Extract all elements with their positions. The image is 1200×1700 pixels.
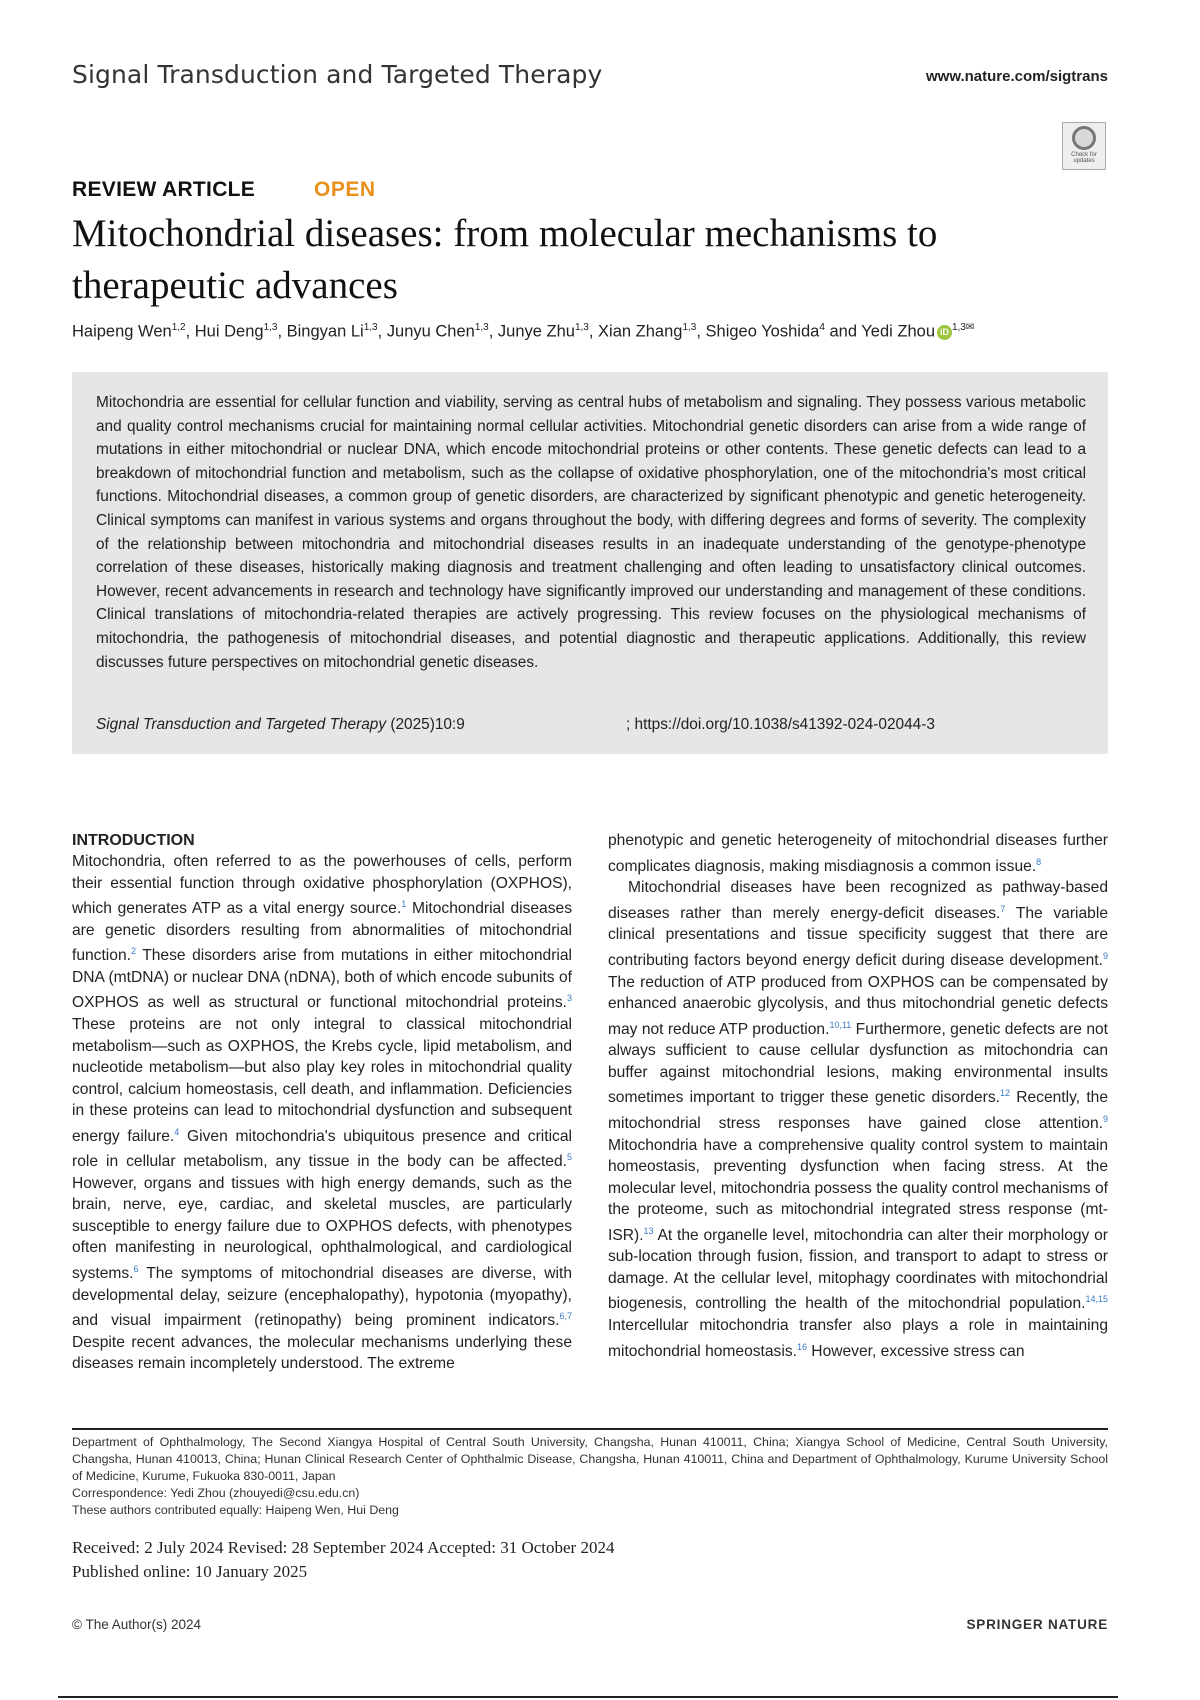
citation-ref[interactable]: 7 [1000,903,1006,914]
author-name[interactable]: Junye Zhu [497,322,575,341]
copyright-notice: © The Author(s) 2024 [72,1617,202,1632]
abstract-text: Mitochondria are essential for cellular function and viability, serving as central hubs of metabolism and signaling. They possess various metabolic and quality control mechanisms crucial for maintaining normal cellular activities. Mitochondrial genetic disorders can arise from a wide range of mutations in either mitochondrial or nuclear DNA, which encode mitochondrial proteins or other contents. These genetic defects can lead to a breakdown of mitochondrial function and metabolism, such as the collapse of oxidative phosphorylation, one of the mitochondria's most critical functions. Mitochondrial diseases, a common group of genetic disorders, are characterized by significant phenotypic and genetic heterogeneity. Clinical symptoms can manifest in various systems and organs throughout the body, with differing degrees and forms of severity. The complexity of the relationship between mitochondria and mitochondrial diseases results in an inadequate understanding of the genotype-phenotype correlation of these diseases, historically making diagnosis and treatment challenging and often leading to unsatisfactory clinical outcomes. However, recent advancements in research and technology have significantly improved our understanding and management of these conditions. Clinical translations of mitochondria-related therapies are actively progressing. This review focuses on the physiological mechanisms of mitochondria, the pathogenesis of mitochondrial diseases, and potential diagnostic and therapeutic applications. Additionally, this review discusses future perspectives on mitochondrial genetic diseases. [96,394,1086,671]
body-column-right [608,830,1108,1362]
citation-ref[interactable]: 5 [566,1152,572,1163]
article-type-label: REVIEW ARTICLE [72,178,256,201]
citation-ref[interactable]: 9 [1102,1113,1108,1124]
author-joiner: and [829,322,857,341]
open-access-label: OPEN [314,178,376,201]
page-bottom-rule [58,1696,1118,1698]
citation-ref[interactable]: 6,7 [559,1311,572,1322]
abstract-box [72,372,1108,754]
article-title: Mitochondrial diseases: from molecular mechanisms to therapeutic advances [72,212,938,307]
citation-journal: Signal Transduction and Targeted Therapy [96,716,387,733]
body-column-left [72,830,572,1375]
doi-link[interactable]: ; https://doi.org/10.1038/s41392-024-02044-3 [626,716,935,733]
author-affiliation: 1,2 [171,322,186,333]
author-affiliation: 1,3 [682,322,697,333]
equal-contribution-footnote: These authors contributed equally: Haipeng Wen, Hui Deng [72,1503,399,1517]
citation-ref[interactable]: 2 [130,946,136,957]
citation-ref[interactable]: 8 [1036,856,1042,867]
body-paragraph: Mitochondrial diseases have been recognized as pathway-based diseases rather than merely energy-deficit diseases.$^7$ The variable clinical presentations and tissue specificity suggest that there are contributing factors beyond energy deficit during disease development.$^9$ The reduction of ATP produced from OXPHOS can be compensated by enhanced anaerobic glycolysis, and thus mitochondrial genetic defects may not reduce ATP production.$^{10,11}$ Furthermore, genetic defects are not always sufficient to cause cellular dysfunction as mitochondria can buffer against mitochondrial lesions, making environmental insults sometimes important to trigger these genetic disorders.$^{12}$ Recently, the mitochondrial stress responses have gained close attention.$^9$ Mitochondria have a comprehensive quality control system to maintain homeostasis, preventing dysfunction when facing stress. At the molecular level, mitochondria possess the quality control mechanisms of the proteome, such as mitochondrial integrated stress response (mt-ISR).$^{13}$ At the organelle level, mitochondria can alter their morphology or sub-location through fusion, fission, and transport to adapt to stress or damage. At the cellular level, mitophagy coordinates with mitochondrial biogenesis, controlling the health of the mitochondrial population.$^{14,15}$ Intercellular mitochondria transfer also plays a role in maintaining mitochondrial homeostasis.$^{16}$ However, excessive stress can [608,879,1109,1360]
citation-ref[interactable]: 12 [999,1088,1010,1099]
citation-ref[interactable]: 16 [796,1341,807,1352]
footnotes [72,1434,1108,1519]
body-paragraph: phenotypic and genetic heterogeneity of mitochondrial diseases further complicates diagnosis, making misdiagnosis a common issue.$^8$ [608,832,1108,875]
correspondence-footnote: Correspondence: Yedi Zhou (zhouyedi@csu.edu.cn) [72,1486,360,1500]
citation-line [96,716,935,734]
author-affiliation: 1,3 [474,322,489,333]
journal-website-link[interactable]: www.nature.com/sigtrans [926,68,1108,85]
author-affiliation: 1,3 [263,322,278,333]
publication-dates [72,1536,614,1584]
check-updates-label: Check for updates [1071,152,1097,164]
citation-ref[interactable]: 6 [133,1263,139,1274]
author-affiliation: 1,3✉ [952,322,975,333]
check-for-updates-badge[interactable] [1062,122,1106,170]
citation-ref[interactable]: 10,11 [829,1019,852,1030]
orcid-icon[interactable]: iD [937,325,952,340]
author-affiliation: 1,3 [363,322,378,333]
author-name[interactable]: Yedi Zhou [861,322,935,341]
section-heading: INTRODUCTION [72,832,195,849]
publisher-logo: SPRINGER NATURE [966,1617,1108,1632]
published-online: Published online: 10 January 2025 [72,1562,308,1581]
author-list: Haipeng Wen$^{1,2}$, Hui Deng$^{1,3}$, Bingyan Li$^{1,3}$, Junyu Chen$^{1,3}$, Junye Zhu$^{1,3}$, Xian Zhang$^{1,3}$, Shigeo Yoshida$^4$ and Yedi Zhou iD $^{1,3✉}$ [72,322,975,341]
citation-ref[interactable]: 9 [1102,950,1108,961]
journal-name: Signal Transduction and Targeted Therapy [72,60,603,89]
author-name[interactable]: Bingyan Li [286,322,364,341]
received-revised-accepted: Received: 2 July 2024 Revised: 28 September 2024 Accepted: 31 October 2024 [72,1538,615,1557]
affiliations-footnote: Department of Ophthalmology, The Second Xiangya Hospital of Central South University, Changsha, Hunan 410011, China; Xiangya School of Medicine, Central South University, Changsha, Hunan 410013, China; Hunan Clinical Research Center of Ophthalmic Disease, Changsha, Hunan 410011, China and Department of Ophthalmology, Kurume University School of Medicine, Kurume, Fukuoka 830-0011, Japan [72,1435,1108,1483]
check-updates-icon [1072,126,1096,150]
author-affiliation: 1,3 [574,322,589,333]
citation-volume: (2025)10:9 [390,716,465,733]
footnote-divider [72,1428,1108,1430]
citation-ref[interactable]: 3 [566,993,572,1004]
citation-ref[interactable]: 1 [401,899,407,909]
citation-ref[interactable]: 13 [643,1225,654,1236]
author-name[interactable]: Junyu Chen [386,322,475,341]
body-paragraph: Mitochondria, often referred to as the powerhouses of cells, perform their essential function through oxidative phosphorylation (OXPHOS), which generates ATP as a vital energy source.$^1$ Mitochondrial diseases are genetic disorders resulting from abnormalities of mitochondrial function.$^2$ These disorders arise from mutations in either mitochondrial DNA (mtDNA) or nuclear DNA (nDNA), both of which encode subunits of OXPHOS as well as structural or functional mitochondrial proteins.$^3$ These proteins are not only integral to classical mitochondrial metabolism—such as OXPHOS, the Krebs cycle, lipid metabolism, and nucleotide metabolism—but also play key roles in mitochondrial quality control, calcium homeostasis, cell death, and inflammation. Deficiencies in these proteins can lead to mitochondrial dysfunction and subsequent energy failure.$^4$ Given mitochondria's ubiquitous presence and critical role in cellular metabolism, any tissue in the body can be affected.$^5$ However, organs and tissues with high energy demands, such as the brain, nerve, eye, cardiac, and skeletal muscles, are particularly susceptible to energy failure due to OXPHOS defects, with phenotypes often manifesting in neurological, ophthalmological, and cardiological systems.$^6$ The symptoms of mitochondrial diseases are diverse, with developmental delay, seizure (encephalopathy), hypotonia (myopathy), and visual impairment (retinopathy) being prominent indicators.$^{6,7}$ Despite recent advances, the molecular mechanisms underlying these diseases remain incompletely understood. The extreme [72,853,572,1373]
author-name[interactable]: Haipeng Wen [72,322,172,341]
author-name[interactable]: Shigeo Yoshida [705,322,820,341]
author-name[interactable]: Xian Zhang [598,322,683,341]
author-affiliation: 4 [819,322,825,333]
citation-ref[interactable]: 14,15 [1085,1294,1108,1305]
author-name[interactable]: Hui Deng [194,322,264,341]
citation-ref[interactable]: 4 [174,1126,180,1137]
